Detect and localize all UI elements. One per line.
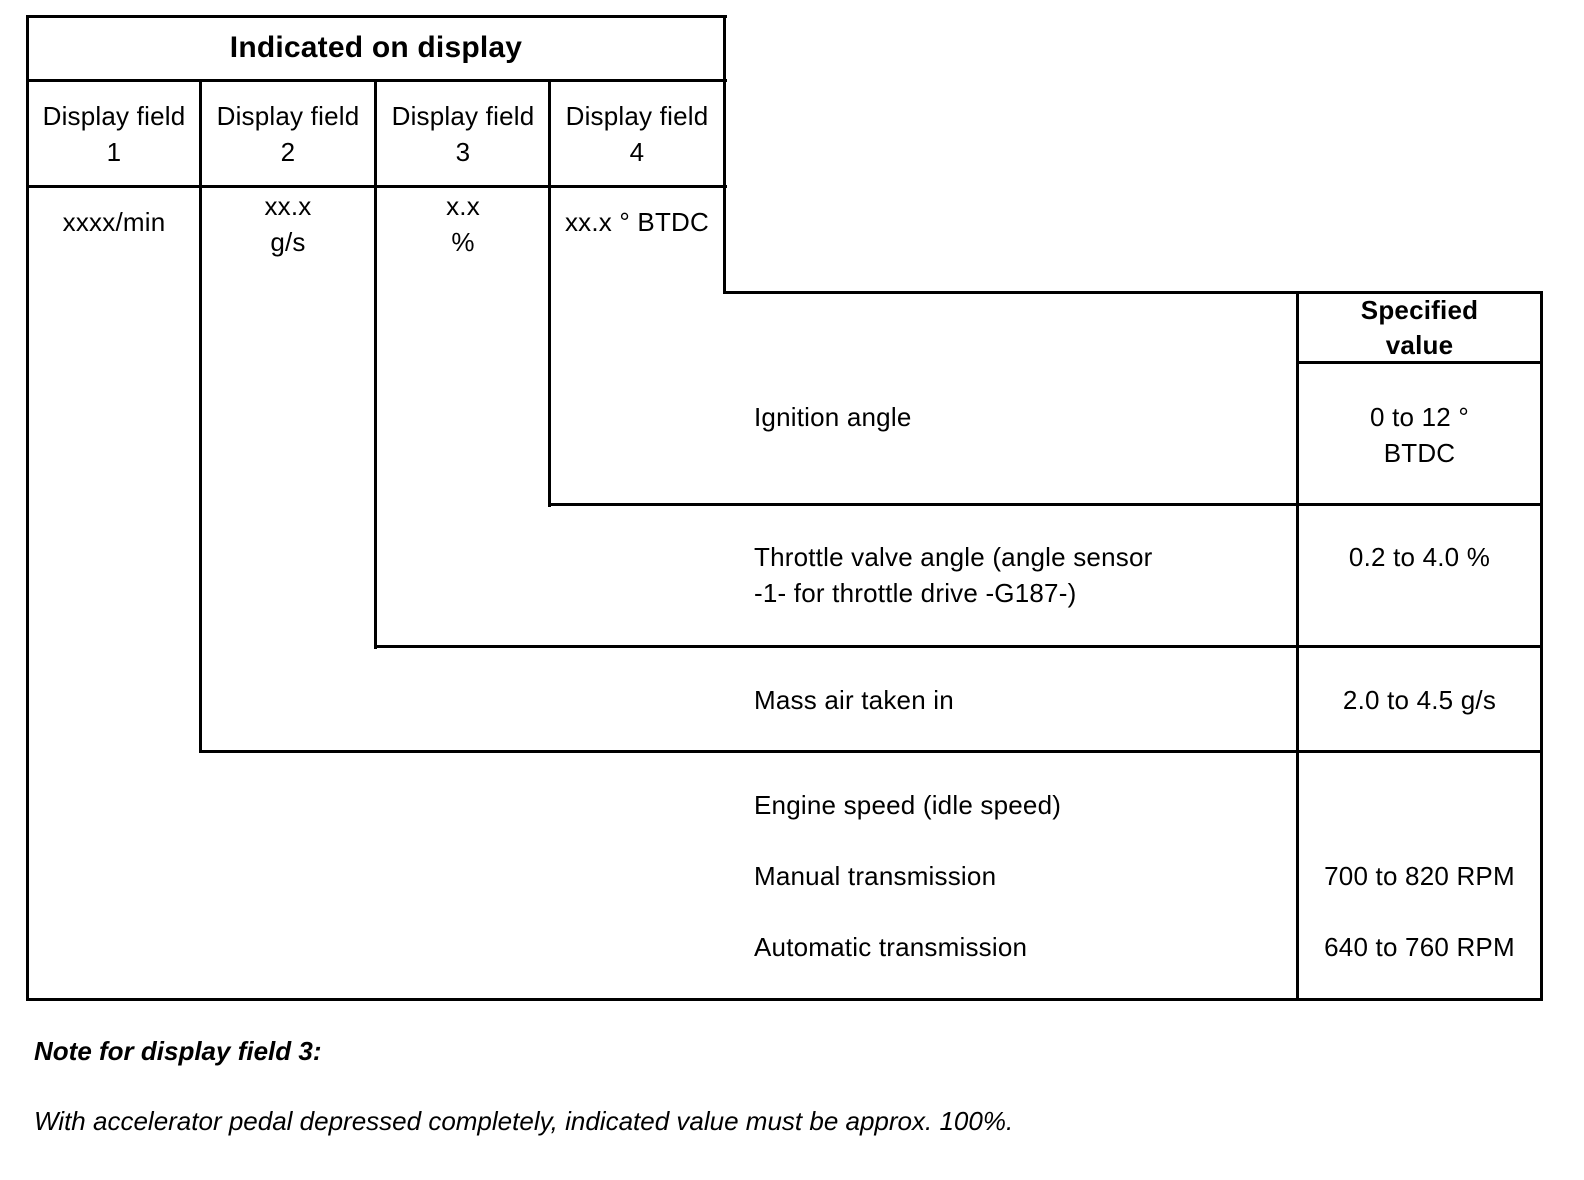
row-manual-transmission-spec: 700 to 820 RPM xyxy=(1324,861,1515,891)
field-2-value xyxy=(202,188,374,260)
field-4-header-line2: 4 xyxy=(629,137,645,167)
specified-column-left xyxy=(1296,291,1299,1001)
row-ignition-angle-spec-line2: BTDC xyxy=(1383,438,1456,468)
row-mass-air-label: Mass air taken in xyxy=(754,685,954,715)
field-2-header-line1: Display field xyxy=(216,101,360,131)
row-throttle-valve-label-line1: Throttle valve angle (angle sensor xyxy=(754,542,1153,572)
row-manual-transmission-label: Manual transmission xyxy=(754,861,997,891)
field-4-value xyxy=(551,204,723,240)
field-1-header xyxy=(28,98,200,170)
field-1-value xyxy=(28,204,200,240)
field-2-bracket xyxy=(199,750,1543,753)
field-2-header xyxy=(202,98,374,170)
field-4-bracket xyxy=(548,503,1543,506)
row-mass-air-spec: 2.0 to 4.5 g/s xyxy=(1342,685,1497,715)
row-ignition-angle-label: Ignition angle xyxy=(754,402,912,432)
note-title: Note for display field 3: xyxy=(34,1036,322,1066)
field-3-value-line1: x.x xyxy=(446,191,480,221)
field-3-bracket xyxy=(374,645,1543,648)
field-4-header-line1: Display field xyxy=(565,101,709,131)
specified-value-header-line1: Specified xyxy=(1360,295,1479,325)
field-3-value xyxy=(377,188,549,260)
outer-top-border xyxy=(26,15,727,18)
row-throttle-valve-label xyxy=(754,539,1152,611)
specified-value-header xyxy=(1299,293,1540,363)
field-2-value-line1: xx.x xyxy=(264,191,312,221)
field-4-value-line1: xx.x ° BTDC xyxy=(564,207,710,237)
row-ignition-angle-spec xyxy=(1299,399,1540,471)
field-2-value-line2: g/s xyxy=(270,227,306,257)
specified-value-header-line2: value xyxy=(1385,330,1454,360)
field-4-header xyxy=(551,98,723,170)
outer-bottom-border xyxy=(26,998,1543,1001)
field-1-header-line1: Display field xyxy=(42,101,186,131)
field-2-header-line2: 2 xyxy=(280,137,296,167)
row-throttle-valve-label-line2: -1- for throttle drive -G187-) xyxy=(754,578,1077,608)
field-3-header-line1: Display field xyxy=(391,101,535,131)
field-1-header-line2: 1 xyxy=(106,137,122,167)
row-automatic-transmission-spec: 640 to 760 RPM xyxy=(1324,932,1515,962)
row-engine-speed-label: Engine speed (idle speed) xyxy=(754,790,1062,820)
field-2-vertical xyxy=(199,81,202,753)
row-ignition-angle-spec-line1: 0 to 12 ° xyxy=(1370,402,1469,432)
field-3-value-line2: % xyxy=(451,227,475,257)
row-automatic-transmission-label: Automatic transmission xyxy=(754,932,1028,962)
table-header: Indicated on display xyxy=(229,31,523,64)
field-3-header xyxy=(377,98,549,170)
note-text: With accelerator pedal depressed completely, indicated value must be approx. 100%. xyxy=(34,1106,1014,1136)
row-throttle-valve-spec: 0.2 to 4.0 % xyxy=(1348,542,1491,572)
field-1-value-line1: xxxx/min xyxy=(62,207,166,237)
field-3-header-line2: 3 xyxy=(455,137,471,167)
